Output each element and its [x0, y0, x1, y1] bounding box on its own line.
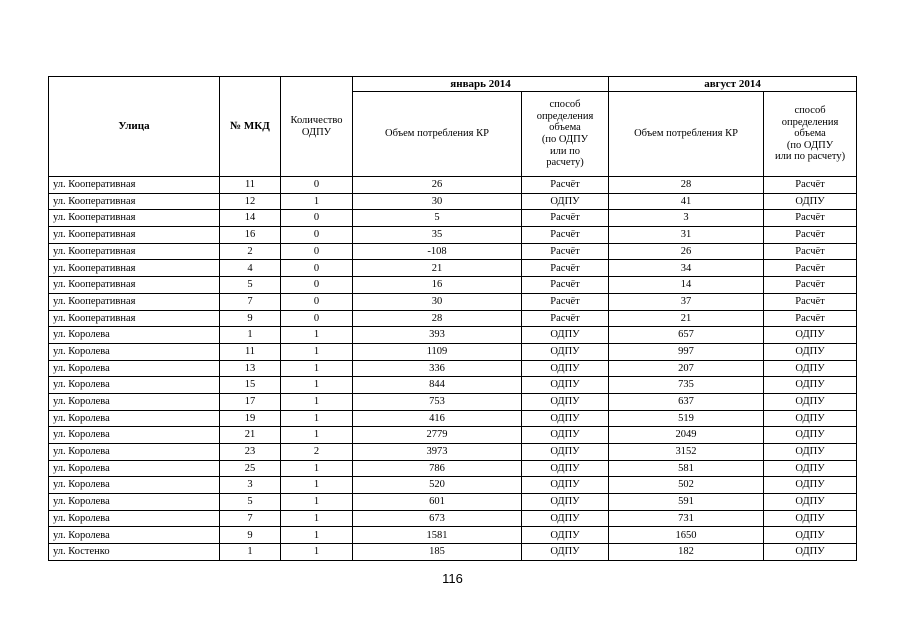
cell-odpu-count: 0: [281, 310, 353, 327]
cell-method-august: ОДПУ: [764, 494, 857, 511]
cell-volume-january: 673: [353, 510, 522, 527]
cell-method-august: Расчёт: [764, 243, 857, 260]
cell-method-january: Расчёт: [522, 227, 609, 244]
cell-method-january: ОДПУ: [522, 343, 609, 360]
consumption-table: [48, 76, 857, 561]
cell-method-august: ОДПУ: [764, 427, 857, 444]
cell-mkd-number: 11: [220, 177, 281, 194]
cell-odpu-count: 0: [281, 277, 353, 294]
cell-volume-august: 182: [609, 544, 764, 561]
cell-volume-august: 41: [609, 193, 764, 210]
cell-street: ул. Королева: [49, 343, 220, 360]
cell-street: ул. Королева: [49, 477, 220, 494]
cell-volume-august: 735: [609, 377, 764, 394]
cell-volume-august: 519: [609, 410, 764, 427]
cell-method-january: ОДПУ: [522, 544, 609, 561]
cell-method-august: ОДПУ: [764, 510, 857, 527]
header-method-january: способ определения объема (по ОДПУ или по расчету): [522, 92, 609, 177]
table-row: [49, 460, 857, 477]
cell-volume-january: 21: [353, 260, 522, 277]
cell-volume-january: 2779: [353, 427, 522, 444]
cell-method-january: Расчёт: [522, 260, 609, 277]
cell-volume-august: 502: [609, 477, 764, 494]
cell-method-january: Расчёт: [522, 310, 609, 327]
table-row: [49, 444, 857, 461]
cell-odpu-count: 0: [281, 177, 353, 194]
table-row: [49, 410, 857, 427]
cell-street: ул. Королева: [49, 460, 220, 477]
cell-mkd-number: 17: [220, 393, 281, 410]
cell-mkd-number: 9: [220, 527, 281, 544]
cell-method-august: ОДПУ: [764, 343, 857, 360]
cell-volume-january: 336: [353, 360, 522, 377]
table-row: [49, 477, 857, 494]
cell-mkd-number: 23: [220, 444, 281, 461]
cell-street: ул. Королева: [49, 527, 220, 544]
table-row: [49, 260, 857, 277]
table-row: [49, 544, 857, 561]
cell-volume-january: 35: [353, 227, 522, 244]
cell-volume-august: 14: [609, 277, 764, 294]
cell-mkd-number: 2: [220, 243, 281, 260]
cell-mkd-number: 5: [220, 277, 281, 294]
cell-volume-january: 5: [353, 210, 522, 227]
cell-mkd-number: 16: [220, 227, 281, 244]
cell-method-august: ОДПУ: [764, 544, 857, 561]
cell-odpu-count: 1: [281, 393, 353, 410]
cell-volume-january: 844: [353, 377, 522, 394]
cell-mkd-number: 1: [220, 544, 281, 561]
cell-volume-august: 657: [609, 327, 764, 344]
cell-odpu-count: 1: [281, 527, 353, 544]
table-row: [49, 210, 857, 227]
cell-volume-january: 393: [353, 327, 522, 344]
cell-odpu-count: 1: [281, 477, 353, 494]
cell-odpu-count: 0: [281, 210, 353, 227]
cell-volume-august: 3: [609, 210, 764, 227]
cell-method-january: Расчёт: [522, 210, 609, 227]
cell-volume-january: 3973: [353, 444, 522, 461]
cell-volume-august: 34: [609, 260, 764, 277]
cell-mkd-number: 13: [220, 360, 281, 377]
cell-odpu-count: 1: [281, 193, 353, 210]
cell-mkd-number: 21: [220, 427, 281, 444]
header-period-august: август 2014: [609, 77, 857, 92]
cell-mkd-number: 11: [220, 343, 281, 360]
cell-method-january: ОДПУ: [522, 327, 609, 344]
cell-volume-august: 207: [609, 360, 764, 377]
cell-mkd-number: 5: [220, 494, 281, 511]
cell-street: ул. Кооперативная: [49, 227, 220, 244]
cell-volume-january: 30: [353, 193, 522, 210]
cell-odpu-count: 1: [281, 360, 353, 377]
cell-street: ул. Королева: [49, 444, 220, 461]
cell-odpu-count: 0: [281, 260, 353, 277]
cell-volume-january: 520: [353, 477, 522, 494]
cell-street: ул. Кооперативная: [49, 310, 220, 327]
cell-mkd-number: 15: [220, 377, 281, 394]
table-row: [49, 510, 857, 527]
cell-street: ул. Кооперативная: [49, 260, 220, 277]
cell-method-january: Расчёт: [522, 293, 609, 310]
cell-odpu-count: 1: [281, 460, 353, 477]
cell-method-january: Расчёт: [522, 177, 609, 194]
cell-volume-august: 591: [609, 494, 764, 511]
cell-method-january: ОДПУ: [522, 460, 609, 477]
table-row: [49, 343, 857, 360]
table-row: [49, 427, 857, 444]
header-odpu-count: Количество ОДПУ: [281, 77, 353, 177]
header-street: Улица: [49, 77, 220, 177]
cell-street: ул. Королева: [49, 494, 220, 511]
cell-volume-january: 416: [353, 410, 522, 427]
cell-street: ул. Кооперативная: [49, 277, 220, 294]
cell-odpu-count: 1: [281, 343, 353, 360]
cell-odpu-count: 1: [281, 494, 353, 511]
cell-method-january: ОДПУ: [522, 510, 609, 527]
page-number: 116: [442, 571, 463, 586]
table-body: [49, 177, 857, 561]
cell-method-january: ОДПУ: [522, 427, 609, 444]
cell-volume-august: 28: [609, 177, 764, 194]
table-row: [49, 327, 857, 344]
header-volume-january: Объем потребления КР: [353, 92, 522, 177]
cell-method-august: Расчёт: [764, 277, 857, 294]
cell-volume-january: 185: [353, 544, 522, 561]
cell-volume-january: 28: [353, 310, 522, 327]
cell-method-january: ОДПУ: [522, 477, 609, 494]
cell-odpu-count: 1: [281, 427, 353, 444]
cell-volume-january: 16: [353, 277, 522, 294]
cell-volume-january: 601: [353, 494, 522, 511]
table-row: [49, 293, 857, 310]
cell-street: ул. Кооперативная: [49, 243, 220, 260]
table-row: [49, 377, 857, 394]
cell-method-january: ОДПУ: [522, 444, 609, 461]
cell-method-august: ОДПУ: [764, 360, 857, 377]
cell-odpu-count: 0: [281, 227, 353, 244]
cell-volume-august: 731: [609, 510, 764, 527]
cell-method-august: Расчёт: [764, 293, 857, 310]
table-row: [49, 227, 857, 244]
table-row: [49, 494, 857, 511]
cell-odpu-count: 1: [281, 377, 353, 394]
table-row: [49, 310, 857, 327]
header-volume-august: Объем потребления КР: [609, 92, 764, 177]
table-row: [49, 277, 857, 294]
cell-street: ул. Королева: [49, 377, 220, 394]
cell-volume-august: 31: [609, 227, 764, 244]
cell-volume-august: 26: [609, 243, 764, 260]
cell-odpu-count: 0: [281, 243, 353, 260]
cell-volume-august: 637: [609, 393, 764, 410]
cell-odpu-count: 1: [281, 327, 353, 344]
cell-method-january: ОДПУ: [522, 410, 609, 427]
cell-volume-august: 1650: [609, 527, 764, 544]
cell-mkd-number: 1: [220, 327, 281, 344]
cell-volume-august: 2049: [609, 427, 764, 444]
cell-method-january: ОДПУ: [522, 527, 609, 544]
cell-mkd-number: 14: [220, 210, 281, 227]
cell-method-august: ОДПУ: [764, 377, 857, 394]
cell-street: ул. Кооперативная: [49, 210, 220, 227]
cell-method-august: ОДПУ: [764, 327, 857, 344]
cell-street: ул. Королева: [49, 510, 220, 527]
cell-method-august: Расчёт: [764, 210, 857, 227]
cell-method-august: ОДПУ: [764, 527, 857, 544]
cell-method-august: Расчёт: [764, 260, 857, 277]
cell-odpu-count: 1: [281, 510, 353, 527]
cell-street: ул. Кооперативная: [49, 293, 220, 310]
cell-method-january: ОДПУ: [522, 360, 609, 377]
cell-volume-august: 21: [609, 310, 764, 327]
cell-mkd-number: 12: [220, 193, 281, 210]
cell-mkd-number: 19: [220, 410, 281, 427]
cell-method-january: ОДПУ: [522, 377, 609, 394]
table-row: [49, 193, 857, 210]
cell-method-august: ОДПУ: [764, 444, 857, 461]
cell-odpu-count: 1: [281, 410, 353, 427]
header-period-january: январь 2014: [353, 77, 609, 92]
cell-mkd-number: 9: [220, 310, 281, 327]
cell-method-january: Расчёт: [522, 277, 609, 294]
header-mkd: № МКД: [220, 77, 281, 177]
cell-method-january: ОДПУ: [522, 193, 609, 210]
table-row: [49, 527, 857, 544]
cell-mkd-number: 4: [220, 260, 281, 277]
cell-volume-january: 1581: [353, 527, 522, 544]
cell-volume-august: 3152: [609, 444, 764, 461]
cell-volume-january: 30: [353, 293, 522, 310]
cell-volume-january: -108: [353, 243, 522, 260]
table-row: [49, 360, 857, 377]
cell-volume-august: 37: [609, 293, 764, 310]
cell-method-august: Расчёт: [764, 177, 857, 194]
cell-method-august: Расчёт: [764, 227, 857, 244]
cell-street: ул. Королева: [49, 327, 220, 344]
cell-volume-january: 753: [353, 393, 522, 410]
cell-street: ул. Королева: [49, 360, 220, 377]
cell-mkd-number: 7: [220, 510, 281, 527]
cell-mkd-number: 7: [220, 293, 281, 310]
cell-mkd-number: 3: [220, 477, 281, 494]
table-row: [49, 243, 857, 260]
cell-street: ул. Кооперативная: [49, 193, 220, 210]
cell-street: ул. Кооперативная: [49, 177, 220, 194]
header-method-august: способ определения объема (по ОДПУ или по расчету): [764, 92, 857, 177]
cell-method-august: ОДПУ: [764, 193, 857, 210]
cell-odpu-count: 0: [281, 293, 353, 310]
cell-odpu-count: 2: [281, 444, 353, 461]
cell-method-august: ОДПУ: [764, 460, 857, 477]
cell-method-august: ОДПУ: [764, 477, 857, 494]
cell-volume-january: 26: [353, 177, 522, 194]
cell-street: ул. Королева: [49, 393, 220, 410]
table-row: [49, 177, 857, 194]
cell-mkd-number: 25: [220, 460, 281, 477]
cell-volume-january: 1109: [353, 343, 522, 360]
cell-street: ул. Костенко: [49, 544, 220, 561]
table-row: [49, 393, 857, 410]
cell-volume-january: 786: [353, 460, 522, 477]
cell-odpu-count: 1: [281, 544, 353, 561]
cell-method-january: Расчёт: [522, 243, 609, 260]
cell-method-august: ОДПУ: [764, 393, 857, 410]
cell-method-january: ОДПУ: [522, 494, 609, 511]
cell-method-august: ОДПУ: [764, 410, 857, 427]
cell-street: ул. Королева: [49, 427, 220, 444]
cell-volume-august: 997: [609, 343, 764, 360]
cell-street: ул. Королева: [49, 410, 220, 427]
cell-method-january: ОДПУ: [522, 393, 609, 410]
cell-volume-august: 581: [609, 460, 764, 477]
cell-method-august: Расчёт: [764, 310, 857, 327]
